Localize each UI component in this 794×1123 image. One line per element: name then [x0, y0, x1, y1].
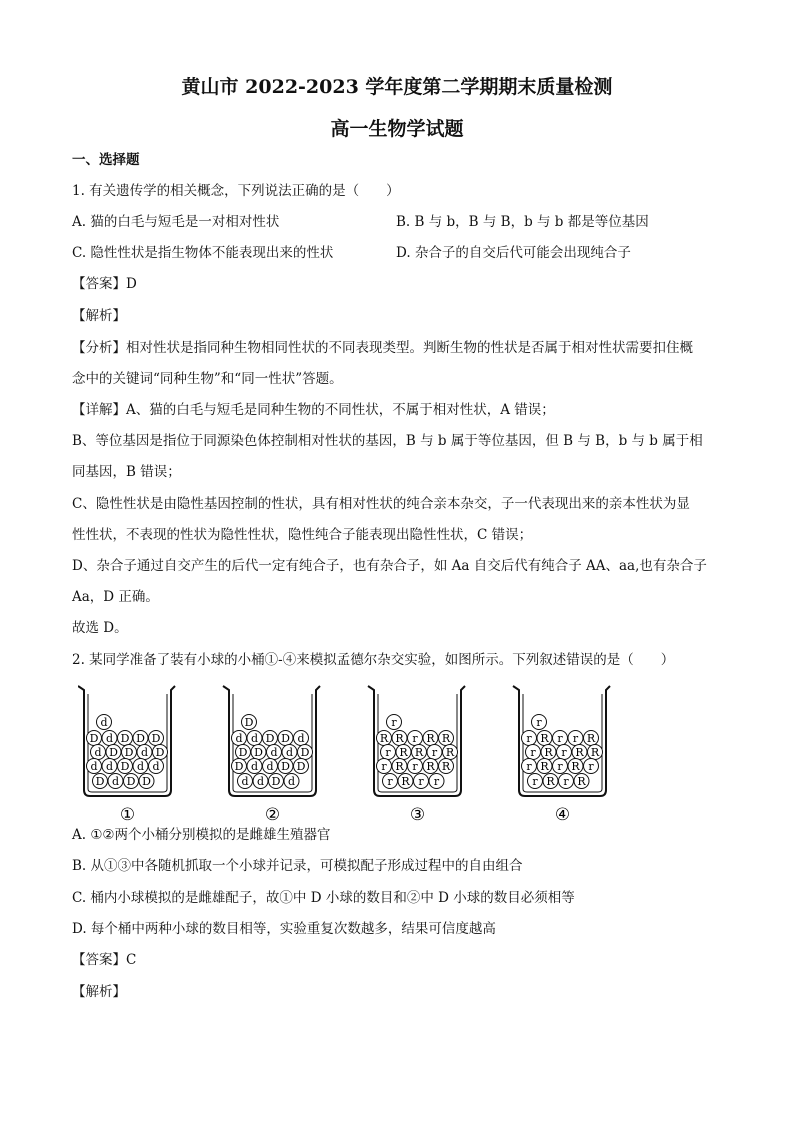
ball-label: D	[120, 760, 130, 773]
ball-label: R	[571, 760, 580, 773]
ball-label: r	[412, 760, 418, 773]
q1-detail-a	[72, 400, 555, 420]
q2-stem: 2. 某同学准备了装有小球的小桶①-④来模拟孟德尔杂交实验，如图所示。下列叙述错误的是（ ）	[72, 652, 675, 668]
ball-label: D	[281, 732, 290, 745]
ball-label: D	[271, 775, 281, 788]
ball-label: r	[391, 716, 397, 729]
ball-label: r	[433, 775, 440, 788]
ball-label: D	[244, 716, 254, 729]
ball-label: D	[265, 732, 275, 745]
ball-label: r	[418, 775, 424, 788]
ball-label: d	[105, 732, 114, 745]
ball-label: r	[532, 775, 538, 788]
q1-answer: 【答案】D	[72, 276, 137, 292]
ball-label: R	[401, 775, 410, 788]
q1-option-c: C. 隐性性状是指生物体不能表现出来的性状	[72, 245, 334, 261]
ball-label: d	[152, 760, 160, 773]
ball-label: R	[414, 746, 424, 759]
ball-label: D	[151, 732, 161, 745]
q1-detail-b1: B、等位基因是指位于同源染色体控制相对性状的基因，B 与 b 属于等位基因，但 B 与 B，b 与 b 属于相	[72, 433, 703, 449]
ball-label: d	[250, 760, 259, 773]
ball-label: r	[381, 760, 387, 773]
ball-label: d	[94, 746, 102, 759]
ball-label: r	[536, 716, 542, 729]
ball-label: D	[254, 746, 263, 759]
ball-label: r	[526, 760, 532, 773]
ball-label: R	[577, 775, 586, 788]
ball-label: R	[395, 732, 404, 745]
ball-label: d	[250, 732, 259, 745]
beaker-1	[78, 686, 175, 825]
ball-label: D	[142, 775, 151, 788]
ball-label: r	[431, 746, 438, 759]
ball-label: r	[588, 760, 594, 773]
ball-label: R	[540, 732, 549, 745]
ball-label: D	[126, 775, 136, 788]
q1-jiexi: 【解析】	[72, 308, 126, 324]
ball-label: D	[95, 775, 105, 788]
ball-label: R	[399, 746, 408, 759]
ball-label: d	[136, 760, 145, 773]
ball-label: R	[426, 732, 435, 745]
ball-label: r	[557, 732, 563, 745]
q1-option-b: B. B 与 b，B 与 B，b 与 b 都是等位基因	[396, 214, 649, 230]
ball-label: D	[109, 746, 118, 759]
beaker-3	[368, 686, 465, 825]
beaker-2	[223, 686, 320, 825]
ball-label: D	[89, 732, 99, 745]
ball-label: R	[546, 775, 555, 788]
ball-label: D	[238, 746, 248, 759]
q1-fenxi-line2: 念中的关键词“同种生物”和“同一性状”答题。	[72, 371, 343, 387]
q1-conclusion: 故选 D。	[72, 620, 128, 636]
beaker-label: ②	[264, 805, 281, 825]
ball-label: R	[544, 746, 553, 759]
q2-option-d: D. 每个桶中两种小球的数目相等，实验重复次数越多，结果可信度越高	[72, 921, 496, 937]
q2-answer: 【答案】C	[72, 952, 137, 968]
ball-label: d	[111, 775, 120, 788]
ball-label: r	[530, 746, 536, 759]
exam-title: 黄山市 2022-2023 学年度第二学期期末质量检测	[181, 76, 613, 98]
beaker-label: ③	[409, 805, 426, 825]
ball-label: d	[270, 746, 278, 759]
ball-label: r	[563, 775, 569, 788]
q1-stem: 1. 有关遗传学的相关概念，下列说法正确的是（ ）	[72, 183, 400, 199]
beaker-label: ④	[554, 805, 571, 825]
ball-label: R	[379, 732, 389, 745]
ball-label: r	[387, 775, 393, 788]
ball-label: D	[296, 760, 306, 773]
ball-label: D	[120, 732, 130, 745]
ball-label: D	[281, 760, 290, 773]
ball-label: R	[590, 746, 600, 759]
ball-label: d	[297, 732, 305, 745]
ball-label: D	[136, 732, 145, 745]
ball-label: R	[441, 732, 451, 745]
beaker-4	[513, 686, 610, 825]
ball-label: R	[445, 746, 455, 759]
q1-detail-d2: Aa，D 正确。	[72, 589, 159, 605]
ball-label: d	[140, 746, 149, 759]
ball-label: r	[385, 746, 391, 759]
ball-label: d	[100, 716, 108, 729]
ball-label: R	[426, 760, 435, 773]
ball-label: d	[266, 760, 274, 773]
ball-label: D	[155, 746, 165, 759]
beakers-figure	[78, 678, 638, 828]
ball-label: d	[241, 775, 249, 788]
ball-label: D	[124, 746, 134, 759]
ball-label: d	[287, 775, 296, 788]
ball-label: d	[235, 732, 243, 745]
ball-label: D	[300, 746, 310, 759]
ball-label: d	[256, 775, 265, 788]
exam-subtitle: 高一生物学试题	[330, 118, 464, 140]
q1-fenxi-line1	[72, 338, 693, 358]
ball-label: d	[105, 760, 114, 773]
section-heading: 一、选择题	[72, 152, 140, 168]
ball-label: r	[561, 746, 567, 759]
ball-label: r	[572, 732, 579, 745]
q1-option-a: A. 猫的白毛与短毛是一对相对性状	[72, 214, 280, 230]
q2-jiexi: 【解析】	[72, 984, 126, 1000]
fenxi-tag: 【分析】	[72, 340, 126, 356]
ball-label: R	[586, 732, 596, 745]
q1-detail-c1: C、隐性性状是由隐性基因控制的性状，具有相对性状的纯合亲本杂交，子一代表现出来的亲本性状为显	[72, 496, 690, 512]
q2-option-b: B. 从①③中各随机抓取一个小球并记录，可模拟配子形成过程中的自由组合	[72, 858, 523, 874]
ball-label: d	[285, 746, 294, 759]
q1-detail-b2: 同基因，B 错误；	[72, 464, 181, 480]
ball-label: r	[526, 732, 532, 745]
ball-label: R	[441, 760, 451, 773]
xiangjie-tag: 【详解】	[72, 402, 126, 418]
detail-a-text: A、猫的白毛与短毛是同种生物的不同性状，不属于相对性状，A 错误；	[126, 402, 555, 418]
q1-detail-d1: D、杂合子通过自交产生的后代一定有纯合子，也有杂合子，如 Aa 自交后代有纯合子 AA、aa,也有杂合子	[72, 558, 707, 574]
ball-label: R	[540, 760, 549, 773]
q1-option-d: D. 杂合子的自交后代可能会出现纯合子	[396, 245, 631, 261]
beaker-label: ①	[119, 805, 136, 825]
ball-label: R	[575, 746, 584, 759]
ball-label: r	[557, 760, 563, 773]
q2-option-c: C. 桶内小球模拟的是雌雄配子，故①中 D 小球的数目和②中 D 小球的数目必须相等	[72, 890, 575, 906]
ball-label: R	[395, 760, 404, 773]
q2-option-a: A. ①②两个小桶分别模拟的是雌雄生殖器官	[72, 827, 331, 843]
ball-label: r	[412, 732, 418, 745]
ball-label: d	[90, 760, 98, 773]
q1-detail-c2: 性性状，不表现的性状为隐性性状，隐性纯合子能表现出隐性性状，C 错误；	[72, 527, 533, 543]
fenxi-text: 相对性状是指同种生物相同性状的不同表现类型。判断生物的性状是否属于相对性状需要扣住概	[126, 340, 693, 356]
ball-label: D	[234, 760, 244, 773]
